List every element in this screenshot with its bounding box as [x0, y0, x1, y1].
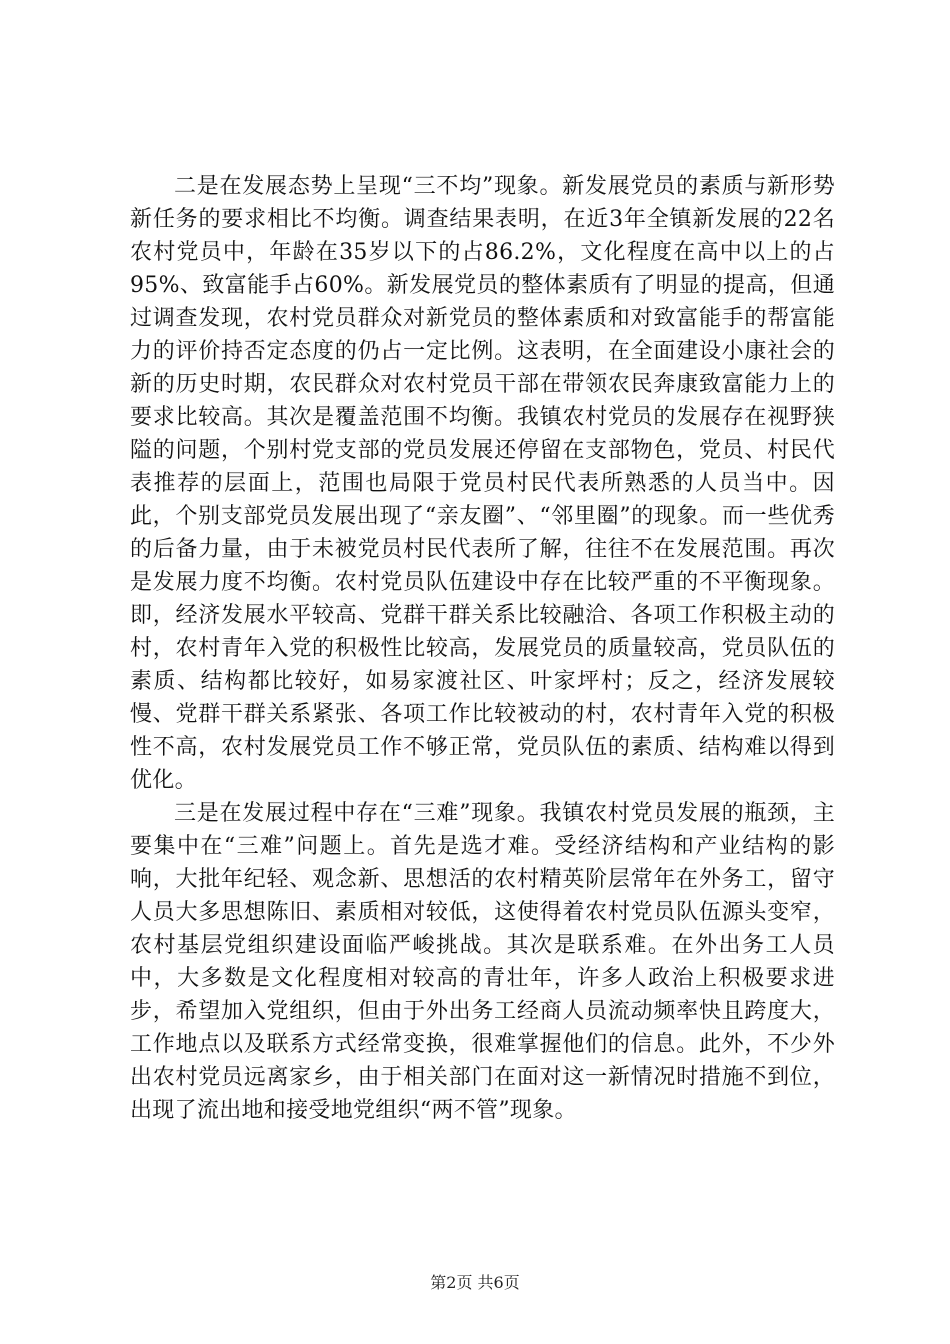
- body-text: [130, 170, 835, 1127]
- page-number: 第2页 共6页: [430, 1273, 520, 1292]
- paragraph-san-nan: 三是在发展过程中存在“三难”现象。我镇农村党员发展的瓶颈，主要集中在“三难”问题上。首先是选才难。受经济结构和产业结构的影响，大批年纪轻、观念新、思想活的农村精英阶层常年在外务工，留守人员大多思想陈旧、素质相对较低，这使得着农村党员队伍源头变窄，农村基层党组织建设面临严峻挑战。其次是联系难。在外出务工人员中，大多数是文化程度相对较高的青壮年，许多人政治上积极要求进步，希望加入党组织，但由于外出务工经商人员流动频率快且跨度大，工作地点以及联系方式经常变换，很难掌握他们的信息。此外，不少外出农村党员远离家乡，由于相关部门在面对这一新情况时措施不到位，出现了流出地和接受地党组织“两不管”现象。: [130, 801, 835, 1123]
- paragraph-san-bu-jun: 二是在发展态势上呈现“三不均”现象。新发展党员的素质与新形势新任务的要求相比不均衡。调查结果表明，在近3年全镇新发展的22名农村党员中，年龄在35岁以下的占86.2%，文化程度在高中以上的占95%、致富能手占60%。新发展党员的整体素质有了明显的提高，但通过调查发现，农村党员群众对新党员的整体素质和对致富能手的帮富能力的评价持否定态度的仍占一定比例。这表明，在全面建设小康社会的新的历史时期，农民群众对农村党员干部在带领农民奔康致富能力上的要求比较高。其次是覆盖范围不均衡。我镇农村党员的发展存在视野狭隘的问题，个别村党支部的党员发展还停留在支部物色，党员、村民代表推荐的层面上，范围也局限于党员村民代表所熟悉的人员当中。因此，个别支部党员发展出现了“亲友圈”、“邻里圈”的现象。而一些优秀的后备力量，由于未被党员村民代表所了解，往往不在发展范围。再次是发展力度不均衡。农村党员队伍建设中存在比较严重的不平衡现象。即，经济发展水平较高、党群干群关系比较融洽、各项工作积极主动的村，农村青年入党的积极性比较高，发展党员的质量较高，党员队伍的素质、结构都比较好，如易家渡社区、叶家坪村；反之，经济发展较慢、党群干群关系紧张、各项工作比较被动的村，农村青年入党的积极性不高，农村发展党员工作不够正常，党员队伍的素质、结构难以得到优化。: [130, 174, 835, 793]
